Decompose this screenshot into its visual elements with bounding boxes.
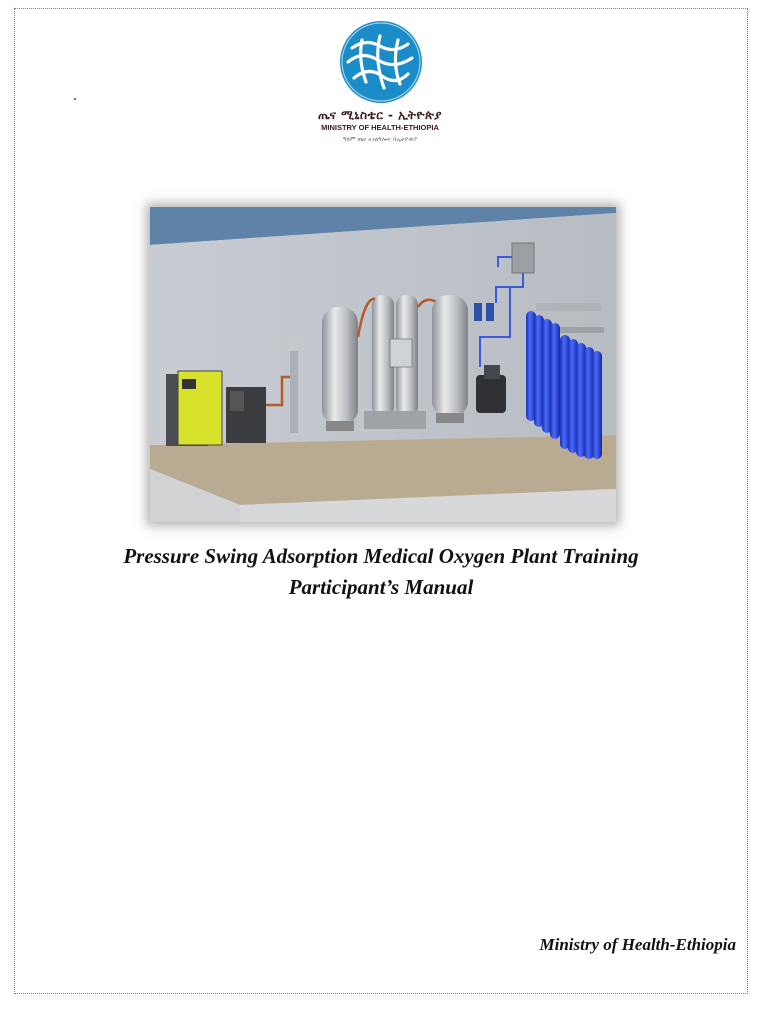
title-line-2: Participant’s Manual bbox=[288, 575, 474, 599]
logo-amharic-name: ጤና ሚኒስቴር - ኢትዮጵያ bbox=[317, 108, 443, 122]
stray-mark bbox=[74, 98, 76, 100]
logo-sub-text: ዓለም ጤና አገልግሎት በኢትዮጵያ bbox=[342, 136, 418, 143]
oxygen-plant-illustration bbox=[150, 207, 616, 522]
logo-english-name: MINISTRY OF HEALTH-ETHIOPIA bbox=[321, 123, 439, 132]
footer-organization: Ministry of Health-Ethiopia bbox=[539, 935, 736, 954]
title-line-1: Pressure Swing Adsorption Medical Oxygen Plant Training bbox=[123, 544, 639, 568]
oxygen-plant-image bbox=[150, 207, 616, 522]
ministry-emblem-icon bbox=[300, 20, 460, 106]
ministry-logo bbox=[300, 20, 460, 155]
document-title bbox=[20, 541, 742, 603]
